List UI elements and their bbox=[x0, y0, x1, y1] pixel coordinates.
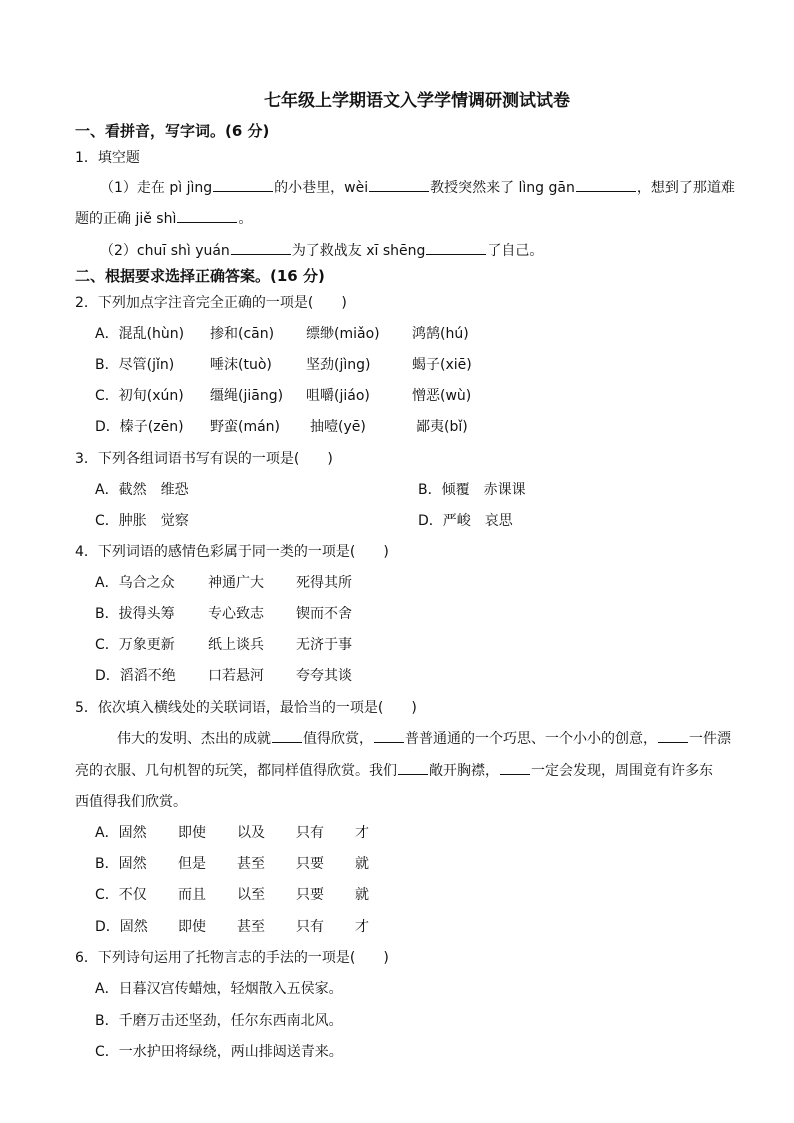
option-word: 以至 bbox=[237, 887, 265, 903]
text-run: 敞开胸襟， bbox=[429, 763, 499, 779]
option-d[interactable]: D．榛子(zēn) bbox=[95, 419, 184, 435]
option-word: 就 bbox=[355, 887, 369, 903]
q5-passage-line-2 bbox=[75, 760, 713, 780]
text-run: 值得欣赏， bbox=[303, 731, 373, 747]
q5-passage-line-3: 西值得我们欣赏。 bbox=[75, 794, 187, 810]
question-stem: 填空题 bbox=[97, 150, 140, 166]
option-word: 蝎子(xiē) bbox=[412, 357, 472, 373]
question-stem: 下列加点字注音完全正确的一项是( ) bbox=[97, 295, 347, 311]
answer-blank[interactable] bbox=[272, 728, 302, 743]
option-word: 野蛮(mán) bbox=[210, 419, 281, 435]
option-word: 抽噎(yē) bbox=[310, 419, 366, 435]
option-word: 只有 bbox=[296, 919, 324, 935]
question-number: 3． bbox=[75, 451, 98, 467]
option-d[interactable]: D．滔滔不绝 bbox=[95, 668, 176, 684]
option-c[interactable]: C．初旬(xún) bbox=[95, 388, 184, 404]
option-word: 死得其所 bbox=[296, 575, 352, 591]
question-number: 2． bbox=[75, 295, 98, 311]
q1-line-2 bbox=[75, 208, 252, 228]
option-b[interactable]: B．尽管(jǐn) bbox=[95, 357, 175, 373]
option-a[interactable]: A．日暮汉宫传蜡烛，轻烟散入五侯家。 bbox=[95, 981, 343, 997]
option-word: 缥缈(miǎo) bbox=[306, 326, 380, 342]
option-word: 只要 bbox=[296, 887, 324, 903]
text-run: 亮的衣服、几句机智的玩笑，都同样值得欣赏。我们 bbox=[75, 763, 397, 779]
option-c[interactable]: C．万象更新 bbox=[95, 637, 175, 653]
option-word: 甚至 bbox=[237, 919, 265, 935]
answer-blank[interactable] bbox=[231, 240, 291, 255]
text-run: 题的正确 jiě shì bbox=[75, 211, 177, 227]
question-6 bbox=[75, 947, 389, 967]
option-word: 鄙夷(bǐ) bbox=[416, 419, 468, 435]
text-run: 普普通通的一个巧思、一个小小的创意， bbox=[405, 731, 657, 747]
option-c[interactable]: C．不仅 bbox=[95, 887, 147, 903]
option-b[interactable]: B．固然 bbox=[95, 856, 147, 872]
option-word: 才 bbox=[355, 825, 369, 841]
option-word: 即使 bbox=[178, 825, 206, 841]
question-stem: 下列各组词语书写有误的一项是( ) bbox=[97, 451, 333, 467]
option-b[interactable]: B．倾覆 赤课课 bbox=[418, 482, 526, 498]
answer-blank[interactable] bbox=[177, 208, 237, 223]
answer-blank[interactable] bbox=[398, 760, 428, 775]
option-a[interactable]: A．截然 维恐 bbox=[95, 482, 189, 498]
text-run: 教授突然来了 lìng gān bbox=[430, 180, 575, 196]
question-stem: 依次填入横线处的关联词语，最恰当的一项是( ) bbox=[97, 700, 417, 716]
option-word: 甚至 bbox=[237, 856, 265, 872]
page-title: 七年级上学期语文入学学情调研测试试卷 bbox=[264, 91, 570, 111]
option-word: 锲而不舍 bbox=[296, 606, 352, 622]
q1-line-3 bbox=[100, 240, 543, 260]
question-2 bbox=[75, 292, 347, 312]
section-1-heading: 一、看拼音，写字词。(6 分) bbox=[75, 122, 270, 140]
option-word: 缰绳(jiāng) bbox=[210, 388, 284, 404]
option-word: 掺和(cān) bbox=[210, 326, 275, 342]
option-word: 神通广大 bbox=[208, 575, 264, 591]
option-a[interactable]: A．乌合之众 bbox=[95, 575, 175, 591]
option-word: 而且 bbox=[178, 887, 206, 903]
text-run: 一件漂 bbox=[689, 731, 731, 747]
option-c[interactable]: C．一水护田将绿绕，两山排闼送青来。 bbox=[95, 1044, 343, 1060]
question-5 bbox=[75, 697, 417, 717]
option-word: 鸿鹄(hú) bbox=[412, 326, 469, 342]
text-run: 的小巷里，wèi bbox=[274, 180, 369, 196]
option-word: 口若悬河 bbox=[208, 668, 264, 684]
option-word: 纸上谈兵 bbox=[208, 637, 264, 653]
option-b[interactable]: B．拔得头筹 bbox=[95, 606, 175, 622]
text-run: ，想到了那道难 bbox=[636, 180, 735, 196]
option-word: 只要 bbox=[296, 856, 324, 872]
section-2-heading: 二、根据要求选择正确答案。(16 分) bbox=[75, 267, 325, 285]
text-run: 了自己。 bbox=[487, 243, 544, 259]
question-stem: 下列诗句运用了托物言志的手法的一项是( ) bbox=[97, 950, 389, 966]
option-word: 以及 bbox=[237, 825, 265, 841]
answer-blank[interactable] bbox=[213, 177, 273, 192]
option-word: 咀嚼(jiáo) bbox=[306, 388, 370, 404]
option-word: 唾沫(tuò) bbox=[210, 357, 272, 373]
question-number: 1． bbox=[75, 150, 98, 166]
question-3 bbox=[75, 448, 333, 468]
option-b[interactable]: B．千磨万击还坚劲，任尔东西南北风。 bbox=[95, 1013, 343, 1029]
question-number: 6． bbox=[75, 950, 98, 966]
question-1 bbox=[75, 147, 140, 167]
answer-blank[interactable] bbox=[500, 760, 530, 775]
option-word: 无济于事 bbox=[296, 637, 352, 653]
answer-blank[interactable] bbox=[374, 728, 404, 743]
option-d[interactable]: D．严峻 哀思 bbox=[418, 513, 513, 529]
text-run: （2）chuī shì yuán bbox=[100, 243, 230, 259]
answer-blank[interactable] bbox=[426, 240, 486, 255]
option-a[interactable]: A．固然 bbox=[95, 825, 147, 841]
text-run: 。 bbox=[238, 211, 253, 227]
text-run: 伟大的发明、杰出的成就 bbox=[117, 731, 271, 747]
answer-blank[interactable] bbox=[576, 177, 636, 192]
option-word: 但是 bbox=[178, 856, 206, 872]
text-run: 为了救战友 xī shēng bbox=[291, 243, 426, 259]
option-a[interactable]: A．混乱(hùn) bbox=[95, 326, 185, 342]
answer-blank[interactable] bbox=[369, 177, 429, 192]
option-word: 专心致志 bbox=[208, 606, 264, 622]
option-word: 坚劲(jìng) bbox=[306, 357, 371, 373]
option-word: 憎恶(wù) bbox=[412, 388, 472, 404]
text-run: 一定会发现，周围竟有许多东 bbox=[531, 763, 713, 779]
option-word: 才 bbox=[355, 919, 369, 935]
option-word: 即使 bbox=[178, 919, 206, 935]
q1-line-1 bbox=[100, 177, 735, 197]
option-word: 只有 bbox=[296, 825, 324, 841]
option-word: 就 bbox=[355, 856, 369, 872]
q5-passage-line-1 bbox=[117, 728, 731, 748]
question-number: 4． bbox=[75, 544, 98, 560]
question-4 bbox=[75, 541, 389, 561]
text-run: （1）走在 pì jìng bbox=[100, 180, 213, 196]
option-c[interactable]: C．肿胀 觉察 bbox=[95, 513, 189, 529]
answer-blank[interactable] bbox=[658, 728, 688, 743]
question-number: 5． bbox=[75, 700, 98, 716]
option-word: 夸夸其谈 bbox=[296, 668, 352, 684]
option-d[interactable]: D．固然 bbox=[95, 919, 148, 935]
question-stem: 下列词语的感情色彩属于同一类的一项是( ) bbox=[97, 544, 389, 560]
